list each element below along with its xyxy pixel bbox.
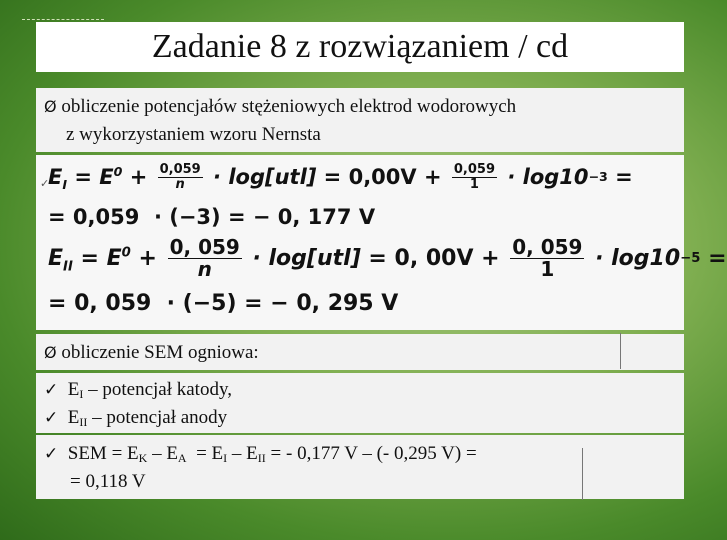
arrow-bullet-icon: Ø xyxy=(44,97,57,116)
sem-equation-line1: ✓ SEM = $E_K - E_A = E_I - E_{II}$ = - 0,177 V – (- 0,295 V) = xyxy=(44,443,477,465)
check-item-anoda: ✓ $E_{II}$ – potencjał anody xyxy=(44,407,228,429)
arrow-bullet-icon: Ø xyxy=(44,343,57,362)
fraction-0059-n: $\frac{0,059}{n}$ xyxy=(159,162,201,192)
sem-equation-line2: = 0,118 V xyxy=(70,471,146,492)
panel-potentials xyxy=(36,373,684,433)
bullet1-text-line1: obliczenie potencjałów stężeniowych elektrod wodorowych xyxy=(61,96,517,117)
check-icon: ✓ xyxy=(44,408,59,428)
bullet-sem-heading xyxy=(44,342,259,364)
bullet1-text-line2: z wykorzystaniem wzoru Nernsta xyxy=(66,124,321,145)
decorative-line xyxy=(620,333,621,369)
panel-equations xyxy=(36,155,727,330)
equation-E-I-line1: $E_I$ = $E^0$ + $\frac{0,059}{n}$ · log[utl] = 0,00V + $\frac{0,059}{1}$ · log10 −3 = xyxy=(48,162,633,193)
check-icon-small: ✓ xyxy=(40,177,50,190)
equation-E-II-line1: $E_{II}$ = $E^0$ + $\frac{0, 059}{n}$ · log[utl] = 0, 00V + $\frac{0, 059}{1}$ · log10 −5 = xyxy=(48,235,727,281)
check-item-katoda: ✓ $E_I$ – potencjał katody, xyxy=(44,379,232,401)
equation-E-II-line2: = 0, 059 · (−5) = − 0, 295 V xyxy=(48,291,399,316)
decorative-line xyxy=(582,448,583,500)
equation-E-I-line2: = 0,059 · (−3) = − 0, 177 V xyxy=(48,205,376,229)
bullet-line-1 xyxy=(44,96,516,118)
title-box xyxy=(36,22,684,72)
fraction-0059-1: $\frac{0,059}{1}$ xyxy=(453,162,496,192)
panel-sem-result xyxy=(36,435,684,499)
sem-heading-text: obliczenie SEM ogniowa: xyxy=(61,342,259,363)
fraction-0059-1-large: $\frac{0, 059}{1}$ xyxy=(512,235,583,281)
panel-sem-heading xyxy=(36,334,684,370)
check-icon: ✓ xyxy=(44,380,59,400)
check-icon: ✓ xyxy=(44,444,59,464)
panel-nernst-intro xyxy=(36,88,684,152)
page-title: Zadanie 8 z rozwiązaniem / cd xyxy=(151,28,569,65)
fraction-0059-n-large: $\frac{0, 059}{n}$ xyxy=(169,235,240,281)
bullet-line-2 xyxy=(66,124,321,146)
decorative-dash-line xyxy=(22,19,104,20)
